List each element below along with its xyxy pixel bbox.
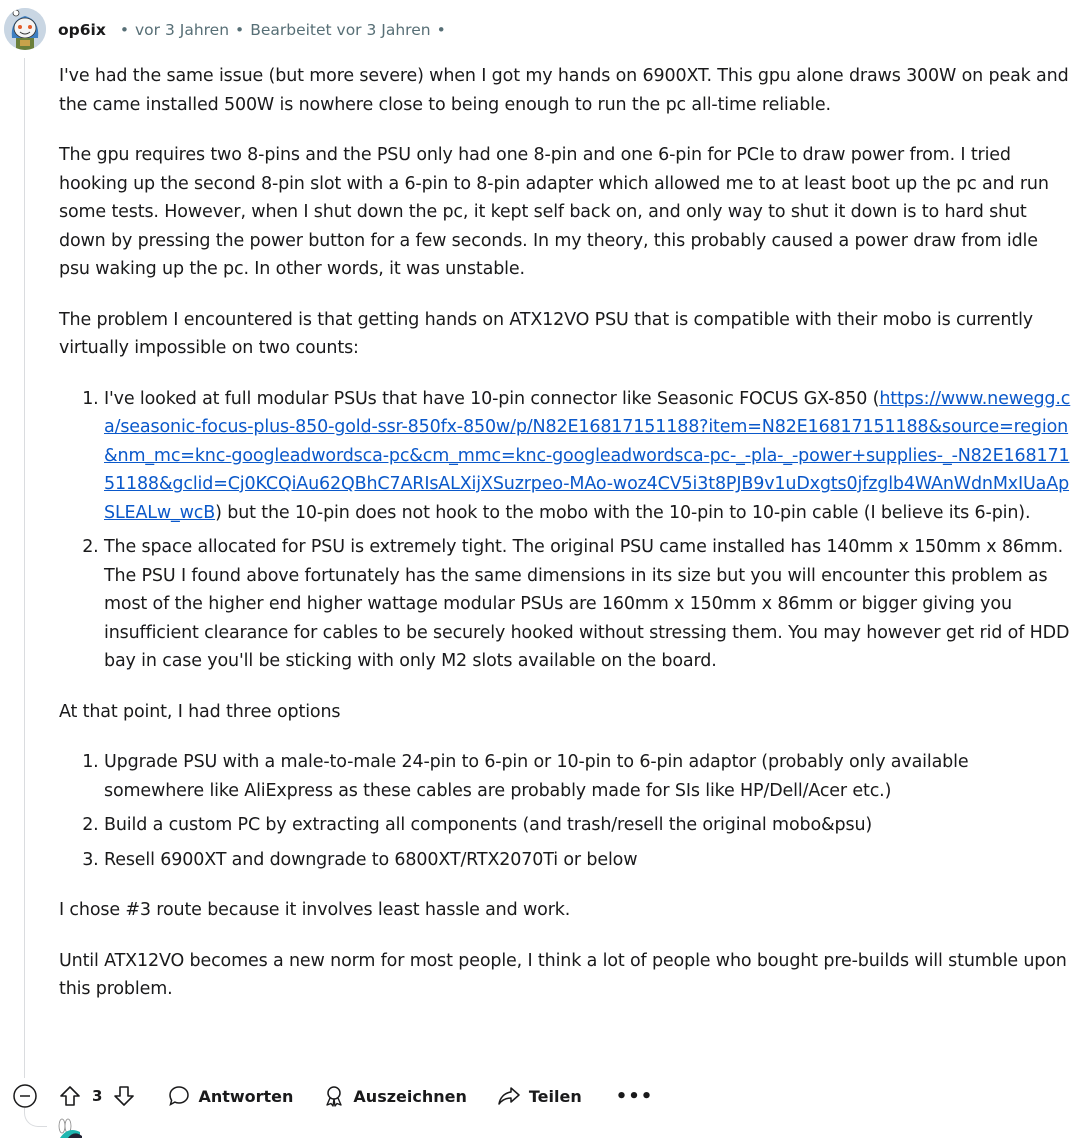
author-avatar[interactable] <box>4 8 46 50</box>
share-label: Teilen <box>528 1086 582 1106</box>
meta-separator: • <box>436 21 446 39</box>
reply-author-avatar[interactable] <box>50 1118 86 1138</box>
award-ribbon-icon <box>323 1085 345 1107</box>
list-item: 2. Build a custom PC by extracting all components (and trash/resell the original mobo&psu) <box>104 811 1071 840</box>
list-item: 1. Upgrade PSU with a male-to-male 24-pin to 6-pin or 10-pin to 6-pin adaptor (probably only available somewhere like AliExpress as these cables are probably made for SIs like HP/Dell/Acer etc.) <box>104 748 1071 805</box>
share-button[interactable] <box>497 1085 582 1107</box>
share-arrow-icon <box>497 1085 521 1107</box>
paragraph: The problem I encountered is that getting hands on ATX12VO PSU that is compatible with their mobo is currently virtually impossible on two counts: <box>59 309 1033 358</box>
meta-separator: • <box>235 21 245 39</box>
award-label: Auszeichnen <box>353 1086 467 1106</box>
reply-label: Antworten <box>198 1086 294 1106</box>
paragraph: I chose #3 route because it involves least hassle and work. <box>59 900 571 920</box>
snoo-avatar-icon <box>50 1118 86 1138</box>
list-item-text: I've looked at full modular PSUs that have 10-pin connector like Seasonic FOCUS GX-850 ( <box>104 388 880 409</box>
newegg-link[interactable]: https://www.newegg.ca/seasonic-focus-plus-850-gold-ssr-850fx-850w/p/N82E16817151188?item=N82E16817151188&source=region&nm_mc=knc-googleadwordsca-pc&cm_mmc=knc-googleadwordsca-pc-_-pla-_-power+supplies-_-N82E16817151188&gclid=Cj0KCQiAu62QBhC7ARIsALXijXSuzrpeo-MAo-woz4CV5i3t8PJB9v1uDxgts0jfzglb4WAnWdnMxIUaApSLEALw_wcB <box>104 388 1071 523</box>
more-options-button[interactable]: ••• <box>615 1085 654 1107</box>
arrow-up-icon <box>58 1084 82 1108</box>
reply-button[interactable] <box>168 1085 293 1107</box>
author-username[interactable]: op6ix <box>58 21 106 39</box>
options-list <box>59 748 1071 874</box>
comment-header <box>58 18 452 42</box>
paragraph: At that point, I had three options <box>59 701 341 722</box>
paragraph: The gpu requires two 8-pins and the PSU only had one 8-pin and one 6-pin for PCIe to draw power from. I tried hooking up the second 8-pin slot with a 6-pin to 8-pin adapter which allowed me to at least boot up the pc and run some tests. However, when I shut down the pc, it kept self back on, and only way to shut it down is to hard shut down by pressing the power button for a few seconds. In my theory, this probably caused a power draw from idle psu waking up the pc. In other words, it was unstable. <box>59 145 1049 279</box>
downvote-button[interactable] <box>110 1082 138 1110</box>
snoo-avatar-icon <box>4 8 46 50</box>
list-item: 3. Resell 6900XT and downgrade to 6800XT/RTX2070Ti or below <box>104 846 1071 875</box>
collapse-thread-button[interactable] <box>12 1083 38 1109</box>
list-item <box>104 385 1071 528</box>
thread-line[interactable] <box>24 58 25 1078</box>
meta-separator: • <box>119 21 129 39</box>
comment-action-bar <box>12 1080 653 1112</box>
paragraph: Until ATX12VO becomes a new norm for most people, I think a lot of people who bought pre-builds will stumble upon this problem. <box>59 950 1067 999</box>
arrow-down-icon <box>112 1084 136 1108</box>
minus-circle-icon <box>12 1083 38 1109</box>
upvote-button[interactable] <box>56 1082 84 1110</box>
list-item-text: ) but the 10-pin does not hook to the mobo with the 10-pin to 10-pin cable (I believe its 6-pin). <box>215 502 1031 523</box>
post-time: vor 3 Jahren <box>135 21 230 39</box>
award-button[interactable] <box>323 1085 466 1107</box>
list-item: 2. The space allocated for PSU is extremely tight. The original PSU came installed has 140mm x 150mm x 86mm. The PSU I found above fortunately has the same dimensions in its size but you will encounter this problem as most of the higher end higher wattage modular PSUs are 160mm x 150mm x 86mm or bigger giving you insufficient clearance for cables to be securely hooked without stressing them. You may however get rid of HDD bay in case you'll be sticking with only M2 slots available on the board. <box>104 533 1071 676</box>
comment-body <box>59 62 1071 1026</box>
speech-bubble-icon <box>168 1085 190 1107</box>
problems-list <box>59 385 1071 676</box>
paragraph: I've had the same issue (but more severe) when I got my hands on 6900XT. This gpu alone draws 300W on peak and the came installed 500W is nowhere close to being enough to run the pc all-time reliable. <box>59 66 1069 115</box>
edited-time: Bearbeitet vor 3 Jahren <box>250 21 431 39</box>
vote-count: 3 <box>92 1087 103 1105</box>
